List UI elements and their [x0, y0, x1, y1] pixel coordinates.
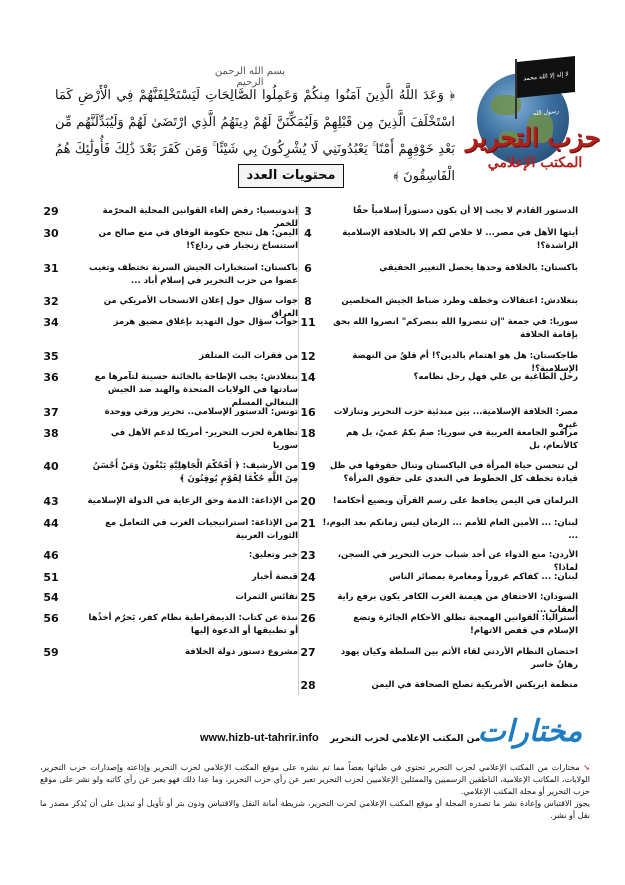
toc-page-number: 29 — [43, 205, 59, 218]
disclaimer-paragraph-1: مختارات من المكتب الإعلامي لحزب التحرير تحتوي في طياتها بعضاً مما تم نشره على موقع المكتب الإعلامي لحزب التحرير وإذاعته وإصدارات حزب التحرير، الولايات، المكاتب الإعلامية، الناطقين الرسميين والممثلين الإعلاميين لحزب التحرير تعبر عن رأي حزب التحرير، وما عدا ذلك فهو يعبر عن رأي كاتبه ولو نشر على موقع حزب التحرير أو مجلة المكتب الإعلامي. — [40, 763, 590, 796]
toc-page-number: 38 — [43, 427, 59, 440]
party-name: حزب التحرير — [465, 123, 601, 152]
toc-page-number: 32 — [43, 295, 59, 308]
toc-title: احتضان النظام الأردني لقاء الأثم بين السلطة وكيان يهود رهانٌ خاسر — [340, 647, 578, 670]
toc-title: من فقرات البث المتلفز — [199, 351, 298, 361]
toc-page-number: 51 — [43, 571, 59, 584]
toc-page-number: 56 — [43, 612, 59, 625]
toc-title: رحل الطاغية بن علي فهل رحل نظامه؟ — [413, 372, 578, 382]
basmala: بسم الله الرحمن الرحيم — [214, 66, 286, 88]
mukhtarat-logo: مختارات — [477, 714, 583, 749]
toc-page-number: 30 — [43, 227, 59, 240]
quran-verse: ﴿ وَعَدَ اللَّهُ الَّذِينَ آمَنُوا مِنكُمْ وَعَمِلُوا الصَّالِحَاتِ لَيَسْتَخْلِفَنَّهُمْ فِي الْأَرْضِ كَمَا اسْتَخْلَفَ الَّذِينَ مِن قَبْلِهِمْ وَلَيُمَكِّنَنَّ لَهُمْ دِينَهُمُ الَّذِي ارْتَضَىٰ لَهُمْ وَلَيُبَدِّلَنَّهُم مِّن بَعْدِ خَوْفِهِمْ أَمْنًا ۚ يَعْبُدُونَنِي لَا يُشْرِكُونَ بِي شَيْئًا ۚ وَمَن كَفَرَ بَعْدَ ذَٰلِكَ فَأُولَٰئِكَ هُمُ الْفَاسِقُونَ ﴾ — [55, 88, 455, 184]
toc-title: الأردن: منع الدواء عن أحد شباب حزب التحرير في السجن، لماذا؟ — [337, 550, 578, 573]
toc-page-number: 21 — [300, 517, 316, 530]
toc-title: بنغلادش: يجب الإطاحة بالخائنة حسينة لتآمرها مع سادتها في الولايات المتحدة والهند ضد الجيش البنغالي المسلم — [94, 372, 298, 408]
toc-title: قبضة أخبار — [251, 572, 298, 582]
arrow-icon: ➘ — [583, 763, 590, 772]
toc-title: من الإذاعة: استراتيجيات الغرب في التعامل مع الثورات العربية — [105, 518, 298, 541]
toc-title: أيتها الأهل في مصر... لا خلاص لكم إلا بالخلافة الإسلامية الراشدة؟! — [342, 228, 578, 251]
toc-page-number: 24 — [300, 571, 316, 584]
toc-title: لبنان: ... كفاكم غروراً ومغامرة بمصائر الناس — [388, 572, 578, 582]
column-divider — [298, 205, 299, 695]
toc-page-number: 20 — [300, 495, 316, 508]
toc-page-number: 59 — [43, 646, 59, 659]
toc-page-number: 19 — [300, 460, 316, 473]
toc-page-number: 14 — [300, 371, 316, 384]
toc-title: باكستان: بالخلافة وحدها يحصل التغيير الحقيقي — [379, 263, 578, 273]
toc-page-number: 4 — [304, 227, 312, 240]
toc-page-number: 44 — [43, 517, 59, 530]
toc-title: باكستان: استخبارات الجيش السرية تختطف وتغيب عضوا من حزب التحرير في إسلام أباد ... — [88, 263, 298, 286]
toc-title: نبذة عن كتاب: الديمقراطية نظام كفر، يَحرُم أخذُها أو تطبيقها أو الدعوة إليها — [88, 613, 298, 636]
toc-title: لن تتحسن حياة المرأة في الباكستان وتنال حقوقها في ظل قيادة تخطف كل الخطوط في التعدي على حقوق المرأة؟ — [329, 461, 578, 484]
toc-page-number: 54 — [43, 591, 59, 604]
toc-title: أستراليا: القوانين الهمجية تطلق الأحكام الجائرة وتضع الإسلام في قفص الاتهام! — [353, 613, 578, 636]
toc-title: البرلمان في اليمن يحافظ على رسم القرآن ويضيع أحكامه! — [332, 496, 578, 506]
website-link[interactable]: www.hizb-ut-tahrir.info — [200, 732, 319, 744]
toc-title: إندونيسيا: رفض إلغاء القوانين المحلية المحرّمة للخمر — [102, 206, 298, 229]
toc-title: مصر: الخلافة الإسلامية... بين مبدئية حزب التحرير وتنازلات غيره — [333, 407, 578, 430]
hizb-ut-tahrir-logo — [455, 55, 605, 185]
toc-page-number: 18 — [300, 427, 316, 440]
toc-page-number: 40 — [43, 460, 59, 473]
toc-title: اليمن: هل تنجح حكومة الوفاق في منع صالح من استنساخ زنجبار في رداع؟! — [98, 228, 298, 251]
toc-page-number: 35 — [43, 350, 59, 363]
toc-title: جواب سؤال حول إعلان الانسحاب الأمريكي من العراق — [103, 296, 298, 319]
toc-page-number: 46 — [43, 549, 59, 562]
toc-title: جواب سؤال حول التهديد بإغلاق مضيق هرمز — [113, 317, 298, 327]
toc-page-number: 36 — [43, 371, 59, 384]
toc-page-number: 37 — [43, 406, 59, 419]
toc-title: نفائس الثمرات — [235, 592, 298, 602]
toc-page-number: 11 — [300, 316, 316, 329]
toc-page-number: 3 — [304, 205, 312, 218]
flag-icon: لا إله إلا الله محمد رسول الله — [517, 56, 575, 98]
toc-page-number: 25 — [300, 591, 316, 604]
toc-title: سوريا: في جمعة "إن تنصروا الله ينصركم" انصروا الله بحق بإقامة الخلافة — [333, 317, 578, 340]
toc-page-number: 16 — [300, 406, 316, 419]
toc-title: الدستور القادم لا يجب إلا أن يكون دستوراً إسلامياً حقًا — [353, 206, 578, 216]
toc-page-number: 43 — [43, 495, 59, 508]
toc-title: مراقبو الجامعة العربية في سوريا: صمٌ بكمٌ عميٌ، بل هم كالأنعام، بل — [346, 428, 578, 451]
toc-title: منظمة ايريكس الأمريكية تصلح الصحافة في اليمن — [371, 680, 578, 690]
toc-title: من الإذاعة: الذمة وحق الرعاية في الدولة الإسلامية — [87, 496, 298, 506]
toc-page-number: 34 — [43, 316, 59, 329]
from-office-label: من المكتب الإعلامي لحزب التحرير — [330, 734, 481, 744]
disclaimer — [40, 762, 590, 822]
toc-title: من الأرشيف: ﴿ أَفَحُكْمَ الْجَاهِلِيَّةِ يَبْغُونَ وَمَنْ أَحْسَنُ مِنَ اللَّهِ حُكْمًا لِقَوْمٍ يُوقِنُونَ ﴾ — [92, 461, 298, 484]
toc-title: مشروع دستور دولة الخلافة — [185, 647, 298, 657]
party-subtitle: المكتب الإعلامي — [487, 155, 583, 171]
toc-title: تونس: الدستور الإسلامي.. تحرير ورقي ووحدة — [104, 407, 298, 417]
toc-page-number: 27 — [300, 646, 316, 659]
toc-page-number: 28 — [300, 679, 316, 692]
toc-page-number: 8 — [304, 295, 312, 308]
toc-title: السودان: الاحتفاق من هيمنة الغرب الكافر يكون برفع راية العقاب ... — [337, 592, 578, 615]
toc-title: خبر وتعليق: — [248, 550, 298, 560]
toc-page-number: 26 — [300, 612, 316, 625]
toc-title: بنغلادش: اعتقالات وخطف وطرد ضباط الجيش المخلصين — [341, 296, 578, 306]
toc-page-number: 12 — [300, 350, 316, 363]
toc-title: لبنان: ... الأمين العام للأمم ... الزمان ليس زمانكم بعد اليوم،! ... — [322, 518, 578, 541]
disclaimer-paragraph-2: يجوز الاقتباس وإعادة نشر ما تصدره المجلة أو موقع المكتب الإعلامي لحزب التحرير، شريطة أمانة النقل والاقتباس ودون بتر أو تأويل أو تبديل على أن يُذكر مصدر ما نقل أو نشر. — [40, 799, 590, 820]
toc-title: طاجكستان: هل هو اهتمام بالدين؟! أم قلقٌ من النهضة الإسلامية؟! — [352, 351, 578, 374]
contents-title: محتويات العدد — [238, 164, 344, 188]
toc-page-number: 23 — [300, 549, 316, 562]
toc-title: تظاهرة لحزب التحرير- أمريكا لدعم الأهل في سوريا — [110, 428, 298, 451]
toc-page-number: 31 — [43, 262, 59, 275]
toc-page-number: 6 — [304, 262, 312, 275]
footer-bar — [40, 710, 590, 760]
